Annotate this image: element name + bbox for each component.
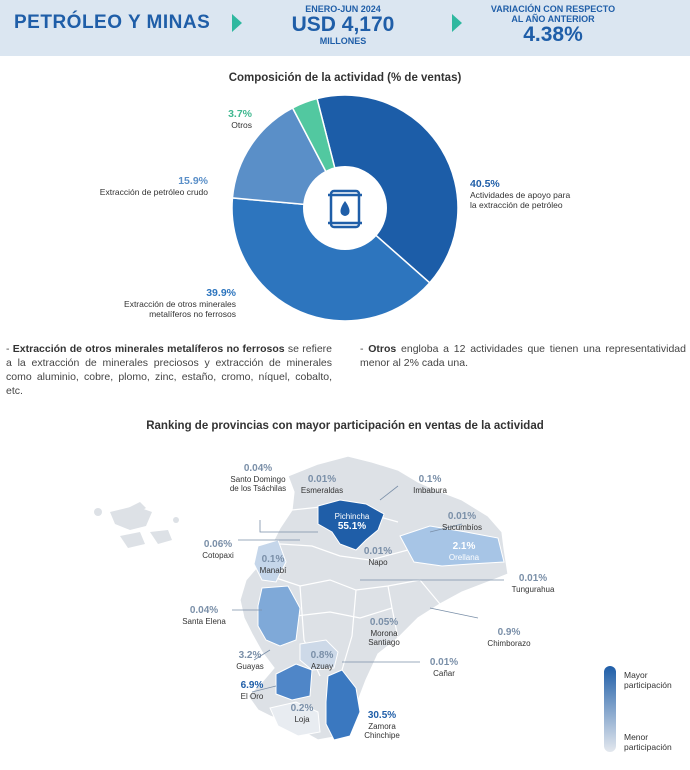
sales-value: USD 4,170 [291, 13, 395, 36]
province-name: Imbabura [413, 486, 447, 495]
label-santa-elena [176, 605, 232, 626]
pie-label-text: Actividades de apoyo para [470, 190, 571, 200]
province-name: Azuay [310, 662, 334, 671]
label-azuay [300, 650, 344, 671]
label-canar [420, 657, 468, 678]
legend-color-scale [604, 666, 616, 752]
province-name: Santo Domingo [230, 475, 286, 484]
variation-label-2: AL AÑO ANTERIOR [511, 14, 595, 24]
pie-label-value: 3.7% [228, 108, 252, 120]
province-name: de los Tsáchilas [229, 484, 287, 493]
label-cotopaxi [190, 539, 246, 560]
province-name: Orellana [448, 553, 480, 562]
province-name: Santa Elena [182, 617, 226, 626]
province-value: 0.1% [261, 554, 285, 565]
label-imbabura [400, 474, 460, 495]
note-others-text: engloba a 12 actividades que tienen una representatividad menor al 2% cada una. [360, 343, 686, 369]
chevron-right-icon [232, 14, 242, 32]
legend-high-text: participación [624, 680, 672, 690]
province-value: 3.2% [238, 650, 262, 661]
sales-kpi [268, 4, 418, 46]
note-metals: - Extracción de otros minerales metalíferos no ferrosos se refiere a la extracción de minerales preciosos y extracción de minerales como aluminio, cobre, plomo, zinc, estaño, cromo, níquel, cobalto, etc. [6, 343, 332, 397]
galapagos-islands [94, 502, 179, 548]
label-napo [356, 546, 400, 567]
header-banner [0, 0, 690, 56]
chevron-right-icon [452, 14, 462, 32]
legend-high-text: Mayor [624, 670, 648, 680]
pie-label-text: metalíferos no ferrosos [149, 309, 236, 319]
province-value: 30.5% [367, 710, 397, 721]
pie-label-value: 15.9% [178, 175, 208, 187]
pie-label-text: la extracción de petróleo [470, 200, 563, 210]
note-metals-text: se refiere a la extracción de minerales preciosos y extracción de minerales como aluminio, cobre, plomo, zinc, estaño, cromo, níquel, cobalto, etc. [6, 343, 332, 397]
province-name: Manabí [259, 566, 287, 575]
label-chimborazo [478, 627, 540, 648]
province-name: Esmeraldas [300, 486, 344, 495]
province-name: Morona [370, 629, 398, 638]
province-name: Guayas [236, 662, 264, 671]
label-morona-santiago [356, 617, 412, 647]
province-value: 0.1% [418, 474, 442, 485]
province-name: Chimborazo [487, 639, 531, 648]
province-value: 0.05% [369, 617, 399, 628]
variation-value: 4.38% [523, 23, 583, 46]
province-value: 55.1% [337, 521, 367, 532]
legend-low-text: participación [624, 742, 672, 752]
province-value: 0.01% [447, 511, 477, 522]
province-name: Cañar [433, 669, 455, 678]
pie-label-text: Otros [231, 120, 252, 130]
variation-kpi [478, 4, 628, 46]
legend-low [624, 732, 688, 752]
province-name: Napo [368, 558, 388, 567]
label-loja [280, 703, 324, 724]
province-value: 0.01% [429, 657, 459, 668]
province-name: Cotopaxi [202, 551, 234, 560]
label-esmeraldas [292, 474, 352, 495]
note-others: - Otros engloba a 12 actividades que tienen una representatividad menor al 2% cada una. [360, 343, 686, 369]
province-name: El Oro [240, 692, 264, 701]
page-title: PETRÓLEO Y MINAS [14, 12, 211, 33]
pie-label-value: 40.5% [470, 178, 500, 190]
province-value: 0.8% [310, 650, 334, 661]
label-tungurahua [502, 573, 564, 594]
note-others-bold: Otros [368, 343, 397, 355]
pie-chart-title: Composición de la actividad (% de ventas) [228, 72, 462, 84]
province-value: 0.01% [363, 546, 393, 557]
legend-low-text: Menor [624, 732, 649, 742]
province-name: Loja [294, 715, 310, 724]
province-name: Tungurahua [511, 585, 555, 594]
province-value: 0.04% [189, 605, 219, 616]
label-manabi [248, 554, 298, 575]
province-value: 6.9% [240, 680, 264, 691]
province-value: 0.01% [307, 474, 337, 485]
pie-label-crude [60, 175, 208, 197]
province-value: 0.2% [290, 703, 314, 714]
variation-label-1: VARIACIÓN CON RESPECTO [490, 4, 616, 14]
pie-label-others [200, 108, 252, 130]
legend-high [624, 670, 688, 690]
label-el-oro [230, 680, 274, 701]
province-value: 0.06% [203, 539, 233, 550]
province-value: 0.04% [243, 463, 273, 474]
province-name: Sucumbíos [441, 523, 483, 532]
period-label: ENERO-JUN 2024 [305, 4, 381, 14]
label-zamora-chinchipe [352, 710, 412, 740]
sales-unit: MILLONES [319, 36, 367, 46]
pie-label-value: 39.9% [206, 287, 236, 299]
province-value: 0.01% [518, 573, 548, 584]
pie-label-support [470, 178, 610, 210]
province-name: Zamora [368, 722, 396, 731]
label-pichincha [322, 512, 382, 533]
province-value: 0.9% [497, 627, 521, 638]
label-orellana [436, 541, 492, 562]
province-name: Pichincha [334, 512, 370, 521]
pie-label-metals [88, 287, 236, 319]
label-guayas [226, 650, 274, 671]
pie-label-text: Extracción de petróleo crudo [99, 187, 208, 197]
province-value: 2.1% [452, 541, 476, 552]
province-name: Chinchipe [364, 731, 400, 740]
label-sucumbios [432, 511, 492, 532]
map-title: Ranking de provincias con mayor participación en ventas de la actividad [146, 420, 544, 432]
pie-label-text: Extracción de otros minerales [124, 299, 236, 309]
note-metals-bold: Extracción de otros minerales metalíferos no ferrosos [12, 343, 285, 355]
province-name: Santiago [368, 638, 400, 647]
